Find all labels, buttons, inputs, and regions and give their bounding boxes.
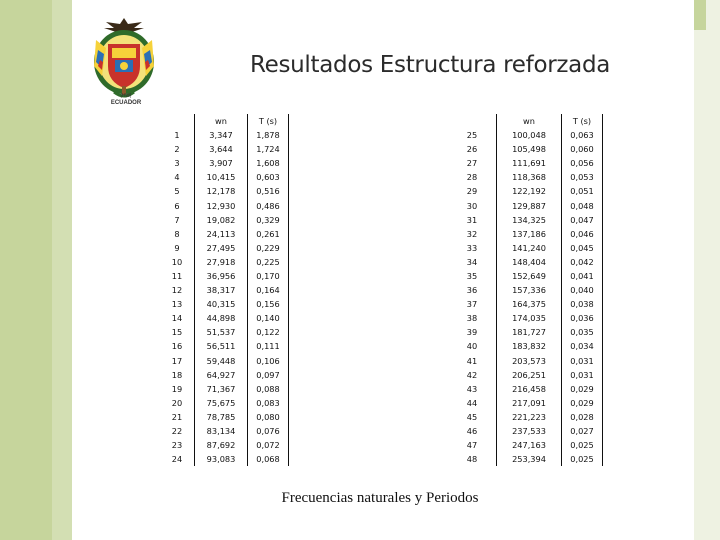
table-row [448, 311, 603, 325]
period: 1,878 [248, 128, 289, 142]
natural-frequency: 174,035 [497, 311, 562, 325]
mode-number: 9 [174, 242, 180, 253]
header-wn: wn [497, 114, 562, 128]
period: 0,047 [562, 213, 603, 227]
mode-number: 45 [466, 411, 478, 422]
table-row [448, 452, 603, 466]
period: 0,170 [248, 269, 289, 283]
period: 0,040 [562, 283, 603, 297]
left-decorative-band [0, 0, 72, 540]
table-row [160, 396, 289, 410]
period: 0,060 [562, 142, 603, 156]
natural-frequency: 27,495 [195, 241, 248, 255]
period: 0,051 [562, 184, 603, 198]
natural-frequency: 181,727 [497, 325, 562, 339]
table-row [448, 269, 603, 283]
period: 0,080 [248, 410, 289, 424]
frequency-table-left [160, 114, 289, 466]
table-row [448, 297, 603, 311]
table-row [160, 255, 289, 269]
period: 0,056 [562, 156, 603, 170]
mode-number: 13 [171, 299, 183, 310]
natural-frequency: 12,930 [195, 198, 248, 212]
table-row [160, 325, 289, 339]
table-row [448, 354, 603, 368]
natural-frequency: 141,240 [497, 241, 562, 255]
table-row [160, 198, 289, 212]
natural-frequency: 10,415 [195, 170, 248, 184]
mode-number: 40 [466, 341, 478, 352]
period: 0,045 [562, 241, 603, 255]
table-row [448, 142, 603, 156]
natural-frequency: 157,336 [497, 283, 562, 297]
period: 0,261 [248, 227, 289, 241]
natural-frequency: 51,537 [195, 325, 248, 339]
table-row [448, 283, 603, 297]
emblem-caption-line2: ECUADOR [110, 100, 142, 106]
natural-frequency: 216,458 [497, 382, 562, 396]
mode-number: 7 [174, 214, 180, 225]
table-row [160, 452, 289, 466]
mode-number: 2 [174, 144, 180, 155]
natural-frequency: 36,956 [195, 269, 248, 283]
period: 0,053 [562, 170, 603, 184]
mode-number: 17 [171, 355, 183, 366]
natural-frequency: 27,918 [195, 255, 248, 269]
table-row [448, 339, 603, 353]
natural-frequency: 87,692 [195, 438, 248, 452]
table-row [160, 227, 289, 241]
table-row [160, 269, 289, 283]
natural-frequency: 203,573 [497, 354, 562, 368]
natural-frequency: 237,533 [497, 424, 562, 438]
mode-number: 30 [466, 200, 478, 211]
period: 0,031 [562, 368, 603, 382]
period: 0,031 [562, 354, 603, 368]
period: 0,068 [248, 452, 289, 466]
natural-frequency: 100,048 [497, 128, 562, 142]
period: 0,063 [562, 128, 603, 142]
mode-number: 8 [174, 228, 180, 239]
mode-number: 27 [466, 158, 478, 169]
period: 0,036 [562, 311, 603, 325]
natural-frequency: 3,907 [195, 156, 248, 170]
mode-number: 23 [171, 440, 183, 451]
natural-frequency: 122,192 [497, 184, 562, 198]
table-row [160, 368, 289, 382]
natural-frequency: 38,317 [195, 283, 248, 297]
natural-frequency: 152,649 [497, 269, 562, 283]
mode-number: 44 [466, 397, 478, 408]
natural-frequency: 183,832 [497, 339, 562, 353]
period: 1,724 [248, 142, 289, 156]
right-decorative-band [694, 0, 720, 540]
table-row [448, 128, 603, 142]
table-row [448, 424, 603, 438]
mode-number: 33 [466, 242, 478, 253]
table-row [160, 142, 289, 156]
period: 0,027 [562, 424, 603, 438]
table-row [160, 354, 289, 368]
table-row [160, 283, 289, 297]
mode-number: 20 [171, 397, 183, 408]
period: 0,035 [562, 325, 603, 339]
table-row [160, 438, 289, 452]
table-row [448, 241, 603, 255]
table-row [448, 438, 603, 452]
frequency-table-right [448, 114, 603, 466]
mode-number: 46 [466, 426, 478, 437]
mode-number: 29 [466, 186, 478, 197]
natural-frequency: 105,498 [497, 142, 562, 156]
header-period: T (s) [562, 114, 603, 128]
period: 0,029 [562, 382, 603, 396]
natural-frequency: 3,644 [195, 142, 248, 156]
natural-frequency: 148,404 [497, 255, 562, 269]
table-row [448, 255, 603, 269]
mode-number: 32 [466, 228, 478, 239]
period: 0,140 [248, 311, 289, 325]
period: 0,088 [248, 382, 289, 396]
mode-number: 25 [466, 130, 478, 141]
mode-number: 31 [466, 214, 478, 225]
mode-number: 43 [466, 383, 478, 394]
period: 0,029 [562, 396, 603, 410]
natural-frequency: 137,186 [497, 227, 562, 241]
mode-number: 6 [174, 200, 180, 211]
mode-number: 41 [466, 355, 478, 366]
header-blank [448, 114, 497, 128]
period: 0,046 [562, 227, 603, 241]
natural-frequency: 129,887 [497, 198, 562, 212]
period: 1,608 [248, 156, 289, 170]
mode-number: 18 [171, 369, 183, 380]
period: 0,083 [248, 396, 289, 410]
table-row [448, 184, 603, 198]
header-wn: wn [195, 114, 248, 128]
header-blank [160, 114, 195, 128]
table-row [448, 213, 603, 227]
mode-number: 21 [171, 411, 183, 422]
period: 0,229 [248, 241, 289, 255]
mode-number: 42 [466, 369, 478, 380]
slide-title: Resultados Estructura reforzada [249, 52, 611, 78]
mode-number: 34 [466, 256, 478, 267]
period: 0,097 [248, 368, 289, 382]
period: 0,225 [248, 255, 289, 269]
mode-number: 16 [171, 341, 183, 352]
natural-frequency: 71,367 [195, 382, 248, 396]
natural-frequency: 24,113 [195, 227, 248, 241]
mode-number: 19 [171, 383, 183, 394]
period: 0,041 [562, 269, 603, 283]
natural-frequency: 78,785 [195, 410, 248, 424]
natural-frequency: 75,675 [195, 396, 248, 410]
natural-frequency: 83,134 [195, 424, 248, 438]
header-period: T (s) [248, 114, 289, 128]
natural-frequency: 253,394 [497, 452, 562, 466]
period: 0,048 [562, 198, 603, 212]
slide-caption: Frecuencias naturales y Periodos [281, 490, 479, 506]
period: 0,106 [248, 354, 289, 368]
period: 0,025 [562, 452, 603, 466]
period: 0,164 [248, 283, 289, 297]
period: 0,025 [562, 438, 603, 452]
mode-number: 48 [466, 454, 478, 465]
period: 0,122 [248, 325, 289, 339]
table-row [160, 128, 289, 142]
natural-frequency: 111,691 [497, 156, 562, 170]
natural-frequency: 56,511 [195, 339, 248, 353]
natural-frequency: 12,178 [195, 184, 248, 198]
period: 0,156 [248, 297, 289, 311]
table-row [448, 227, 603, 241]
table-row [448, 156, 603, 170]
emblem-caption [96, 93, 156, 107]
natural-frequency: 217,091 [497, 396, 562, 410]
period: 0,516 [248, 184, 289, 198]
table-row [448, 198, 603, 212]
table-row [160, 410, 289, 424]
mode-number: 22 [171, 426, 183, 437]
natural-frequency: 134,325 [497, 213, 562, 227]
mode-number: 5 [174, 186, 180, 197]
natural-frequency: 93,083 [195, 452, 248, 466]
natural-frequency: 40,315 [195, 297, 248, 311]
period: 0,486 [248, 198, 289, 212]
emblem-caption-line1: |HW| [120, 93, 132, 99]
table-header-row [448, 114, 603, 128]
period: 0,076 [248, 424, 289, 438]
mode-number: 14 [171, 313, 183, 324]
mode-number: 15 [171, 327, 183, 338]
natural-frequency: 19,082 [195, 213, 248, 227]
period: 0,028 [562, 410, 603, 424]
table-row [448, 382, 603, 396]
period: 0,034 [562, 339, 603, 353]
table-row [160, 339, 289, 353]
mode-number: 36 [466, 285, 478, 296]
natural-frequency: 221,223 [497, 410, 562, 424]
table-row [448, 368, 603, 382]
period: 0,038 [562, 297, 603, 311]
mode-number: 47 [466, 440, 478, 451]
table-row [448, 410, 603, 424]
table-row [160, 382, 289, 396]
table-row [160, 156, 289, 170]
table-row [160, 170, 289, 184]
natural-frequency: 118,368 [497, 170, 562, 184]
natural-frequency: 64,927 [195, 368, 248, 382]
mode-number: 26 [466, 144, 478, 155]
right-green-tab [694, 0, 706, 30]
period: 0,111 [248, 339, 289, 353]
mode-number: 4 [174, 172, 180, 183]
table-row [160, 241, 289, 255]
table-row [160, 213, 289, 227]
mode-number: 39 [466, 327, 478, 338]
mode-number: 24 [171, 454, 183, 465]
period: 0,072 [248, 438, 289, 452]
table-row [160, 424, 289, 438]
table-row [160, 297, 289, 311]
mode-number: 1 [174, 130, 180, 141]
table-row [160, 184, 289, 198]
period: 0,603 [248, 170, 289, 184]
mode-number: 38 [466, 313, 478, 324]
natural-frequency: 164,375 [497, 297, 562, 311]
period: 0,042 [562, 255, 603, 269]
table-row [448, 170, 603, 184]
mode-number: 28 [466, 172, 478, 183]
mode-number: 12 [171, 285, 183, 296]
natural-frequency: 3,347 [195, 128, 248, 142]
table-row [160, 311, 289, 325]
mode-number: 35 [466, 270, 478, 281]
mode-number: 11 [171, 270, 183, 281]
mode-number: 37 [466, 299, 478, 310]
table-row [448, 396, 603, 410]
natural-frequency: 59,448 [195, 354, 248, 368]
natural-frequency: 44,898 [195, 311, 248, 325]
mode-number: 3 [174, 158, 180, 169]
natural-frequency: 247,163 [497, 438, 562, 452]
natural-frequency: 206,251 [497, 368, 562, 382]
mode-number: 10 [171, 256, 183, 267]
table-header-row [160, 114, 289, 128]
period: 0,329 [248, 213, 289, 227]
table-row [448, 325, 603, 339]
left-decorative-band-inner [0, 0, 52, 540]
